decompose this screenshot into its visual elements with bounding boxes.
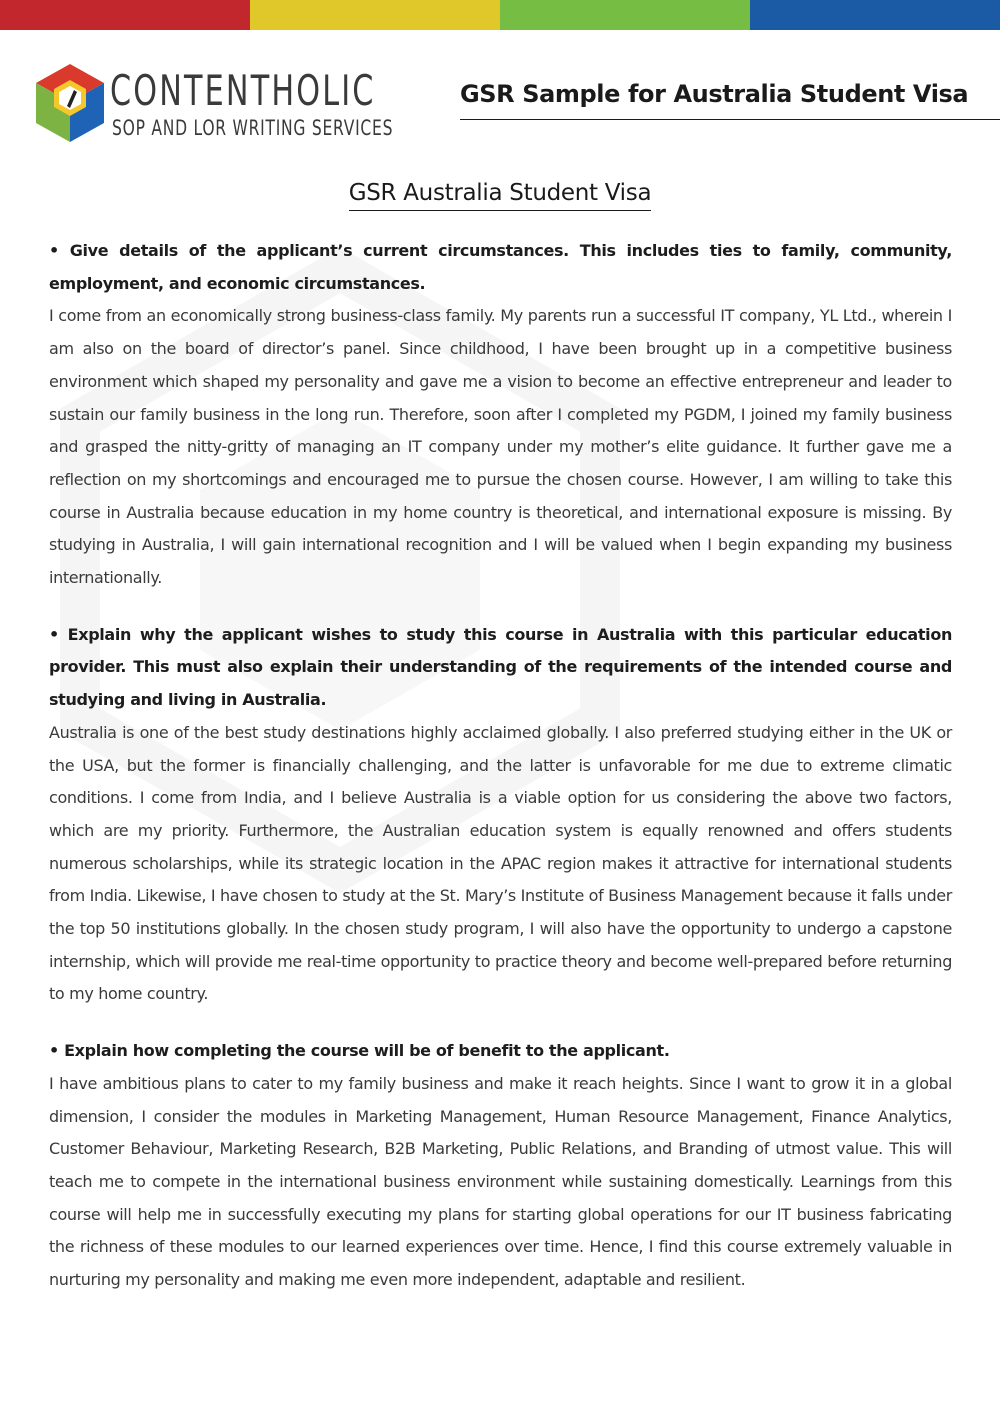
logo-cube-icon bbox=[34, 62, 106, 144]
section-answer: I come from an economically strong business-class family. My parents run a successful IT company, YL Ltd., wherein I am also on the board of director’s panel. Since childhood, I have been brought up in a competitive business environment which shaped my personality and gave me a vision to become an effective entrepreneur and leader to sustain our family business in the long run. Therefore, soon after I completed my PGDM, I joined my family business and grasped the nitty-gritty of managing an IT company under my mother’s elite guidance. It further gave me a reflection on my shortcomings and encouraged me to pursue the chosen course. However, I am willing to take this course in Australia because education in my home country is theoretical, and international exposure is missing. By studying in Australia, I will gain international recognition and I will be valued when I begin expanding my business internationally. bbox=[49, 306, 952, 588]
band-green bbox=[500, 0, 750, 30]
top-color-band bbox=[0, 0, 1000, 30]
section-why-australia bbox=[49, 619, 952, 1011]
section-question: • Give details of the applicant’s current circumstances. This includes ties to family, community, employment, and economic circumstances. bbox=[49, 241, 952, 293]
band-red bbox=[0, 0, 250, 30]
header-rule bbox=[460, 119, 1000, 120]
section-current-circumstances bbox=[49, 235, 952, 595]
section-question: • Explain how completing the course will be of benefit to the applicant. bbox=[49, 1041, 670, 1061]
header-title: GSR Sample for Australia Student Visa bbox=[460, 80, 969, 108]
contentholic-logo bbox=[34, 62, 394, 144]
section-answer: I have ambitious plans to cater to my family business and make it reach heights. Since I want to grow it in a global dimension, I consider the modules in Marketing Management, Human Resource Management, Finance Analytics, Customer Behaviour, Marketing Research, B2B Marketing, Public Relations, and Branding of utmost value. This will teach me to compete in the international business environment while sustaining domestically. Learnings from this course will help me in successfully executing my plans for starting global operations for our IT business fabricating the richness of these modules to our learned experiences over time. Hence, I find this course extremely valuable in nurturing my personality and making me even more independent, adaptable and resilient. bbox=[49, 1073, 952, 1290]
logo-tagline: SOP AND LOR WRITING SERVICES bbox=[112, 116, 394, 140]
section-course-benefit bbox=[49, 1035, 952, 1297]
document-header bbox=[460, 80, 1000, 108]
page-title bbox=[0, 180, 1000, 211]
document-title: GSR Australia Student Visa bbox=[349, 180, 652, 211]
section-question: • Explain why the applicant wishes to study this course in Australia with this particular education provider. This must also explain their understanding of the requirements of the intended course and studying and living in Australia. bbox=[49, 624, 952, 710]
band-blue bbox=[750, 0, 1000, 30]
section-answer: Australia is one of the best study destinations highly acclaimed globally. I also preferred studying either in the UK or the USA, but the former is financially challenging, and the latter is unfavorable for me due to extreme climatic conditions. I come from India, and I believe Australia is a viable option for us considering the above two factors, which are my priority. Furthermore, the Australian education system is equally renowned and offers students numerous scholarships, while its strategic location in the APAC region makes it attractive for international students from India. Likewise, I have chosen to study at the St. Mary’s Institute of Business Management because it falls under the top 50 institutions globally. In the chosen study program, I will also have the opportunity to undergo a capstone internship, which will provide me real-time opportunity to practice theory and become well-prepared before returning to my home country. bbox=[49, 722, 952, 1004]
band-yellow bbox=[250, 0, 500, 30]
document-body bbox=[49, 235, 952, 1321]
logo-brand-name: CONTENTHOLIC bbox=[110, 66, 376, 115]
